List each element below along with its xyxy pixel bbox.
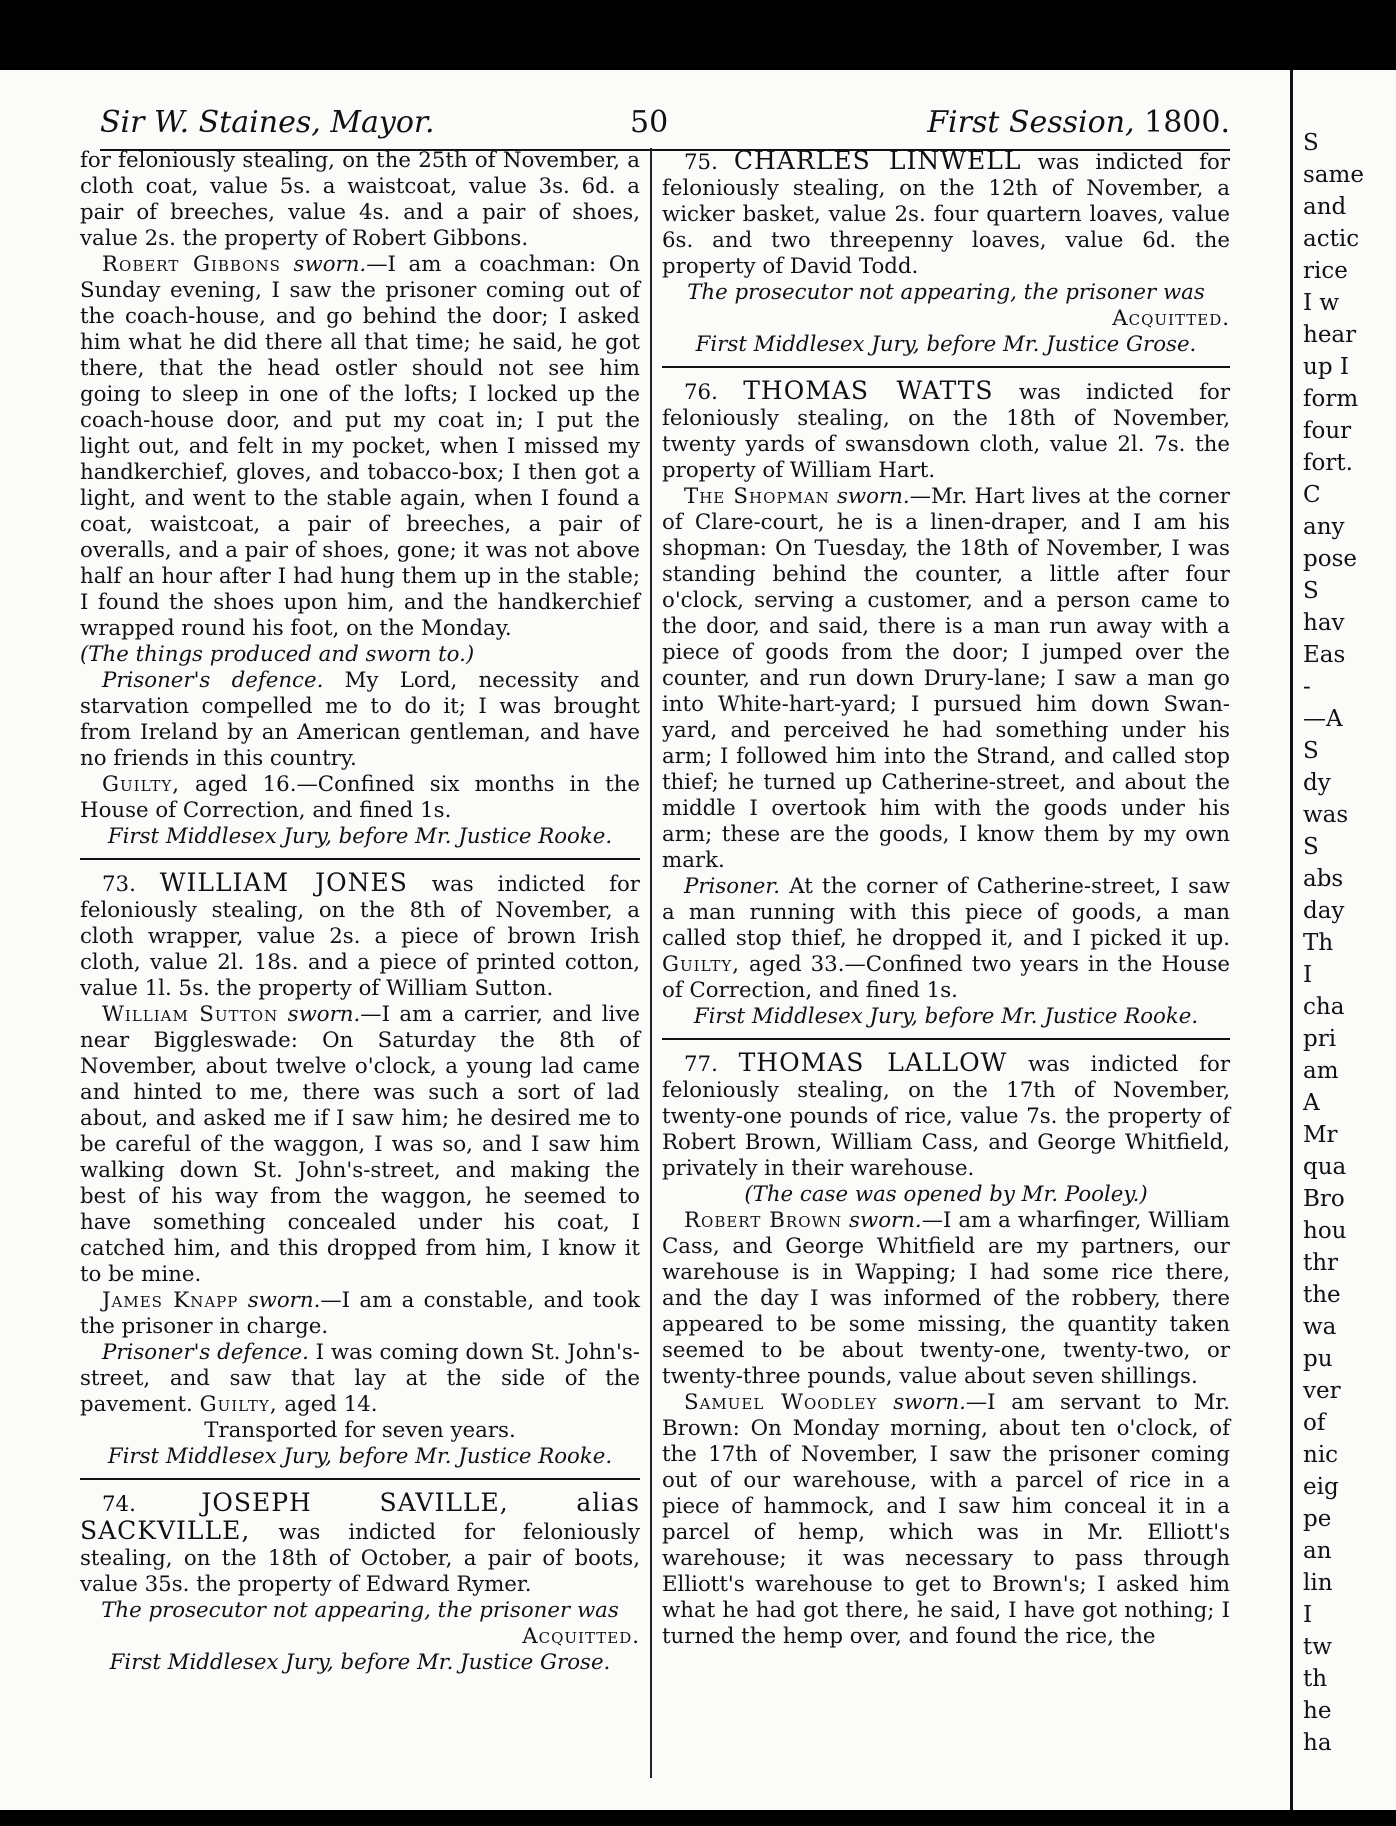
- jury-line: First Middlesex Jury, before Mr. Justice Grose.: [109, 1650, 611, 1675]
- facing-page-fragment: th: [1303, 1666, 1328, 1692]
- facing-page-fragment: pose: [1303, 546, 1357, 572]
- facing-page-fragment: same: [1303, 162, 1364, 188]
- jury-line: First Middlesex Jury, before Mr. Justice Rooke.: [693, 1004, 1199, 1029]
- facing-page-fragment: I w: [1303, 290, 1340, 316]
- facing-page-fragment: he: [1303, 1698, 1332, 1724]
- facing-page-fragment: actic: [1303, 226, 1360, 252]
- facing-page-fragment: four: [1303, 418, 1352, 444]
- facing-page-fragment: Eas: [1303, 642, 1346, 668]
- facing-page-fragment: S: [1303, 738, 1319, 764]
- header-right: [927, 105, 1230, 140]
- paragraph: for feloniously stealing, on the 25th of November, a cloth coat, value 5s. a waistcoat, value 3s. 6d. a pair of breeches, value 4s. and a pair of shoes, value 2s. the property of Robert Gibbons.: [80, 148, 640, 251]
- note: (The things produced and sworn to.): [80, 642, 475, 667]
- page-header: [100, 105, 1230, 151]
- facing-page-fragment: S: [1303, 834, 1319, 860]
- verdict: Guilty, aged 16.—Confined six months in the House of Correction, and fined 1s.: [80, 772, 640, 823]
- facing-page-fragment: A: [1303, 1090, 1320, 1116]
- facing-page-fragment: thr: [1303, 1250, 1339, 1276]
- case-75-heading: 75. CHARLES LINWELL was indicted for feloniously stealing, on the 12th of November, a wicker basket, value 2s. four quartern loaves, value 6s. and two threepenny loaves, value 6d. the property of David Todd.: [662, 146, 1230, 279]
- left-column: [80, 148, 640, 1676]
- case-77-heading: 77. THOMAS LALLOW was indicted for feloniously stealing, on the 17th of November, twenty-one pounds of rice, value 7s. the property of Robert Brown, William Cass, and George Whitfield, privately in their warehouse.: [662, 1048, 1230, 1181]
- section-rule: [662, 1038, 1230, 1040]
- facing-page-fragment: tw: [1303, 1634, 1332, 1660]
- facing-page-fragment: an: [1303, 1538, 1332, 1564]
- facing-page-fragment: pri: [1303, 1026, 1337, 1052]
- testimony-shopman: The Shopman sworn.—Mr. Hart lives at the corner of Clare-court, he is a linen-draper, and I am his shopman: On Tuesday, the 18th of November, I was standing behind the counter, a little after four o'clock, serving a customer, and a person came to the door, and said, there is a man run away with a piece of goods from the door; I jumped over the counter, and run down Drury-lane; I saw a man go into White-hart-yard; I pursued him down Swan-yard, and perceived he had something under his arm; I followed him into the Strand, and called stop thief; he turned up Catherine-street, and about the middle I overtook him with the goods under his arm; these are the goods, I know them by my own mark.: [662, 484, 1230, 873]
- testimony-robert-brown: Robert Brown sworn.—I am a wharfinger, William Cass, and George Whitfield are my partners, our warehouse is in Wapping; I had some rice there, and the day I was informed of the robbery, there appeared to be some missing, the quantity taken seemed to be about twenty-one, twenty-two, or twenty-three pounds, value about seven shillings.: [662, 1208, 1230, 1389]
- section-rule: [662, 366, 1230, 368]
- testimony-samuel-woodley: Samuel Woodley sworn.—I am servant to Mr. Brown: On Monday morning, about ten o'clock, of the 17th of November, I saw the prisoner coming out of our warehouse, with a parcel of rice in a piece of hammock, and I saw him conceal it in a parcel of hemp, which was in Mr. Elliott's warehouse; it was necessary to pass through Elliott's warehouse to get to Brown's; I asked him what he had got there, he said, I have got nothing; I turned the hemp over, and found the rice, the: [662, 1390, 1230, 1649]
- jury-line: First Middlesex Jury, before Mr. Justice Rooke.: [107, 824, 613, 849]
- facing-page-fragment: fort.: [1303, 450, 1353, 476]
- facing-page-fragment: form: [1303, 386, 1359, 412]
- facing-page-fragment: qua: [1303, 1154, 1347, 1180]
- facing-page-fragment: wa: [1303, 1314, 1337, 1340]
- facing-page-fragment: pe: [1303, 1506, 1332, 1532]
- testimony-william-sutton: William Sutton sworn.—I am a carrier, and live near Biggleswade: On Saturday the 8th of November, about twelve o'clock, a young lad came and hinted to me, there was such a sort of lad about, and asked me if I saw him; he desired me to be careful of the waggon, I was so, and I saw him walking down St. John's-street, and making the best of his way from the waggon, he seemed to have something concealed under his coat, I catched him, and this dropped from him, I know it to be mine.: [80, 1002, 640, 1287]
- note: The prosecutor not appearing, the prisoner was: [687, 280, 1205, 305]
- facing-page-fragment: I: [1303, 1602, 1313, 1628]
- facing-page-fragment: cha: [1303, 994, 1345, 1020]
- facing-page-fragment: ha: [1303, 1730, 1332, 1756]
- facing-page-fragment: —A: [1303, 706, 1343, 732]
- note: The prosecutor not appearing, the prisoner was: [101, 1598, 619, 1623]
- header-left: Sir W. Staines, Mayor.: [100, 105, 435, 140]
- facing-page-fragment: and: [1303, 194, 1347, 220]
- facing-page-fragment: I: [1303, 962, 1313, 988]
- facing-page-fragment: dy: [1303, 770, 1331, 796]
- facing-page-fragment: was: [1303, 802, 1349, 828]
- facing-page-fragment: ver: [1303, 1378, 1341, 1404]
- prisoners-defence: Prisoner's defence. My Lord, necessity and starvation compelled me to do it; I was brought from Ireland by an American gentleman, and have no friends in this country.: [80, 668, 640, 771]
- facing-page-fragment: abs: [1303, 866, 1344, 892]
- section-rule: [80, 1478, 640, 1480]
- facing-page-fragment: nic: [1303, 1442, 1339, 1468]
- jury-line: First Middlesex Jury, before Mr. Justice Rooke.: [107, 1444, 613, 1469]
- facing-page-fragment: hou: [1303, 1218, 1347, 1244]
- section-rule: [80, 858, 640, 860]
- testimony-robert-gibbons: Robert Gibbons sworn.—I am a coachman: On Sunday evening, I saw the prisoner coming out of the coach-house, and go behind the door; I asked him what he did there all that time; he said, he got there, that the head ostler should not see him going to sleep in one of the lofts; I locked up the coach-house door, and put my coat in; I put the light out, and felt in my pocket, when I missed my handkerchief, gloves, and tobacco-box; I then got a light, and went to the stable again, when I found a coat, waistcoat, a pair of breeches, a pair of overalls, and a pair of shoes, gone; it was not above half an hour after I had hung them up in the stable; I found the shoes upon him, and the handkerchief wrapped round his foot, on the Monday.: [80, 252, 640, 641]
- facing-page-fragment: any: [1303, 514, 1345, 540]
- facing-page-fragment: eig: [1303, 1474, 1339, 1500]
- facing-page-fragment: up I: [1303, 354, 1349, 380]
- verdict: Acquitted.: [1112, 306, 1230, 331]
- case-73-heading: 73. WILLIAM JONES was indicted for feloniously stealing, on the 8th of November, a cloth wrapper, value 2s. a piece of brown Irish cloth, value 2l. 18s. and a piece of printed cotton, value 1l. 5s. the property of William Sutton.: [80, 868, 640, 1001]
- facing-page-fragment: S: [1303, 130, 1319, 156]
- facing-page-fragment: S: [1303, 578, 1319, 604]
- case-76-heading: 76. THOMAS WATTS was indicted for feloniously stealing, on the 18th of November, twenty yards of swansdown cloth, value 2l. 7s. the property of William Hart.: [662, 376, 1230, 483]
- facing-page-fragment: hear: [1303, 322, 1357, 348]
- facing-page-fragment: pu: [1303, 1346, 1333, 1372]
- facing-page-fragment: of: [1303, 1410, 1326, 1436]
- case-74-heading: 74. JOSEPH SAVILLE, alias SACKVILLE, was indicted for feloniously stealing, on the 18th of October, a pair of boots, value 35s. the property of Edward Rymer.: [80, 1488, 640, 1597]
- verdict: Acquitted.: [522, 1624, 640, 1649]
- facing-page-fragment: Th: [1303, 930, 1334, 956]
- facing-page-fragment: am: [1303, 1058, 1339, 1084]
- facing-page-fragment: day: [1303, 898, 1345, 924]
- column-divider: [650, 148, 652, 1778]
- jury-line: First Middlesex Jury, before Mr. Justice Grose.: [695, 332, 1197, 357]
- facing-page-fragment: C: [1303, 482, 1321, 508]
- facing-page-fragment: the: [1303, 1282, 1341, 1308]
- sentence: Transported for seven years.: [204, 1418, 516, 1443]
- note: (The case was opened by Mr. Pooley.): [744, 1182, 1148, 1207]
- facing-page-fragment: rice: [1303, 258, 1348, 284]
- testimony-james-knapp: James Knapp sworn.—I am a constable, and took the prisoner in charge.: [80, 1288, 640, 1339]
- facing-page-edge: [1290, 70, 1396, 1810]
- prisoner-statement: Prisoner. At the corner of Catherine-street, I saw a man running with this piece of goods, a man called stop thief, he dropped it, and I picked it up. Guilty, aged 33.—Confined two years in the House of Correction, and fined 1s.: [662, 874, 1230, 1003]
- right-column: [662, 148, 1230, 1650]
- page-number: 50: [630, 105, 669, 140]
- facing-page-fragment: -: [1303, 674, 1311, 700]
- facing-page-fragment: Mr: [1303, 1122, 1338, 1148]
- session-year: 1800.: [1144, 105, 1230, 140]
- facing-page-fragment: hav: [1303, 610, 1345, 636]
- prisoners-defence: Prisoner's defence. I was coming down St. John's-street, and saw that lay at the side of the pavement. Guilty, aged 14.: [80, 1340, 640, 1417]
- session-label: First Session,: [927, 105, 1135, 140]
- facing-page-fragment: lin: [1303, 1570, 1333, 1596]
- facing-page-fragment: Bro: [1303, 1186, 1345, 1212]
